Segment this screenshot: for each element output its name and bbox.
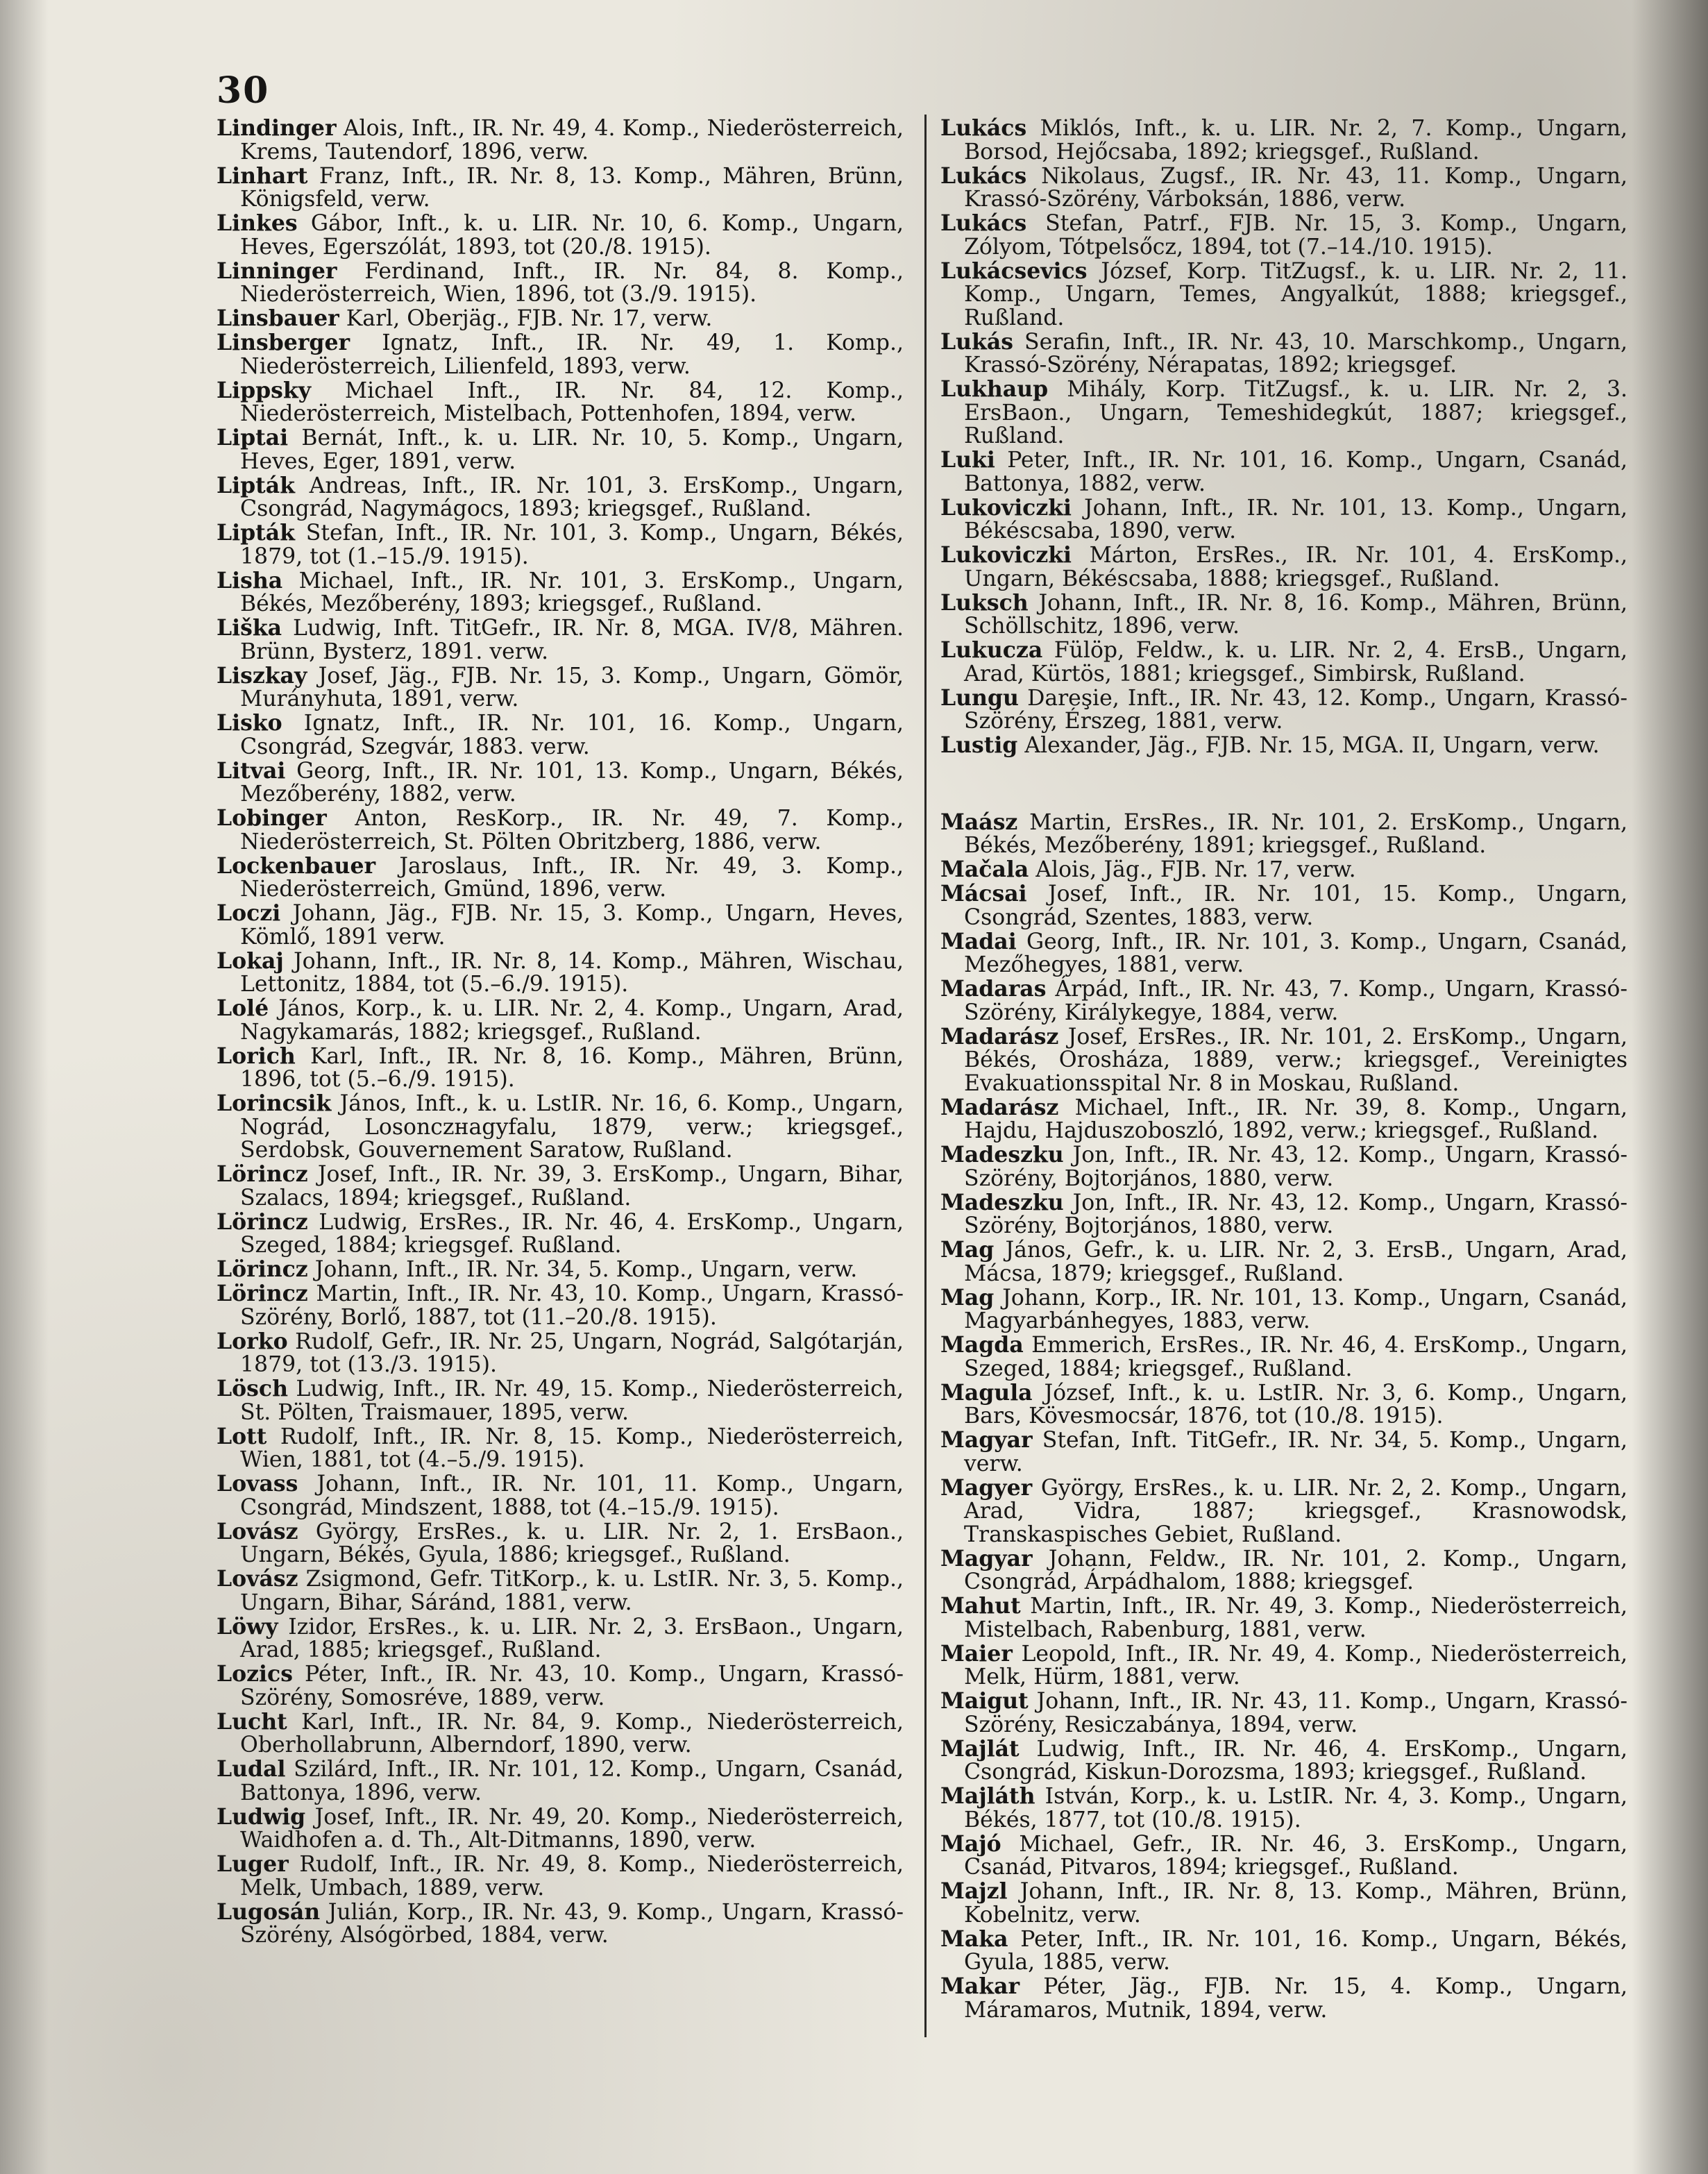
entry-surname: Madeszku [940,1142,1064,1168]
entry-details: Julián, Korp., IR. Nr. 43, 9. Komp., Ungarn, Krassó-Szörény, Alsógörbed, 1884, verw. [240,1899,904,1948]
entry-details: Mihály, Korp. TitZugsf., k. u. LIR. Nr. 2, 3. ErsBaon., Ungarn, Temeshidegkút, 1887; kriegsgef., Rußland. [964,377,1628,448]
entry-surname: Lukács [940,210,1027,236]
entry-surname: Majláth [940,1783,1035,1809]
list-entry [940,1476,1627,1547]
entry-details: Johann, Inft., IR. Nr. 34, 5. Komp., Ungarn, verw. [314,1257,858,1282]
entry-surname: Lukucza [940,637,1043,663]
list-entry [940,930,1627,977]
entry-details: Dareşie, Inft., IR. Nr. 43, 12. Komp., Ungarn, Krassó-Szörény, Érszeg, 1881, verw. [964,685,1627,734]
entry-surname: Lukoviczki [940,542,1072,568]
entry-details: József, Inft., k. u. LstIR. Nr. 3, 6. Komp., Ungarn, Bars, Kövesmocsár, 1876, tot (10./8. 1915). [964,1380,1627,1429]
entry-surname: Madaras [940,976,1047,1002]
entry-details: Ludwig, Inft., IR. Nr. 46, 4. ErsKomp., Ungarn, Csongrád, Kiskun-Dorozsma, 1893; kriegsgef., Rußland. [964,1736,1628,1785]
list-entry [217,1163,904,1210]
entry-details: Leopold, Inft., IR. Nr. 49, 4. Komp., Niederösterreich, Melk, Hürm, 1881, verw. [964,1641,1628,1690]
entry-surname: Magyar [940,1427,1033,1453]
entry-surname: Loczi [217,900,281,926]
entry-details: Márton, ErsRes., IR. Nr. 101, 4. ErsKomp., Ungarn, Békéscsaba, 1888; kriegsgef., Rußland. [964,543,1628,591]
entry-surname: Makar [940,1973,1020,1999]
entry-details: János, Inft., k. u. LstIR. Nr. 16, 6. Komp., Ungarn, Nográd, Losonczнagyfalu, 1879, verw.; kriegsgef., Serdobsk, Gouvernement Saratow, Rußland. [240,1091,904,1163]
list-entry [940,1928,1627,1975]
scan-shadow-left [0,0,49,2174]
entry-surname: Mahut [940,1593,1021,1619]
entry-details: Georg, Inft., IR. Nr. 101, 3. Komp., Ungarn, Csanád, Mezőhegyes, 1881, verw. [964,929,1628,977]
entry-surname: Lisha [217,567,283,593]
entry-details: Martin, Inft., IR. Nr. 43, 10. Komp., Ungarn, Krassó-Szörény, Borlő, 1887, tot (11.–20./8. 1915). [240,1281,904,1330]
entry-details: Josef, ErsRes., IR. Nr. 101, 2. ErsKomp., Ungarn, Békés, Orosháza, 1889, verw.; kriegsgef., Vereinigtes Evakuationsspital Nr. 8 in Moskau, Rußland. [964,1024,1627,1096]
entry-surname: Mag [940,1284,995,1311]
entry-details: Izidor, ErsRes., k. u. LIR. Nr. 2, 3. ErsBaon., Ungarn, Arad, 1885; kriegsgef., Rußland. [240,1614,904,1662]
list-entry [940,1381,1627,1429]
entry-surname: Lungu [940,684,1019,711]
list-entry [217,1092,904,1163]
entry-details: Michael Inft., IR. Nr. 84, 12. Komp., Niederösterreich, Mistelbach, Pottenhofen, 1894, verw. [240,378,904,426]
entry-surname: Lörincz [217,1208,308,1235]
entry-surname: Ludal [217,1756,286,1782]
list-entry [217,1330,904,1377]
entry-details: Andreas, Inft., IR. Nr. 101, 3. ErsKomp., Ungarn, Csongrád, Nagymágocs, 1893; kriegsgef., Rußland. [240,473,904,521]
entry-surname: Mácsai [940,881,1027,907]
list-entry [940,1429,1627,1476]
entry-surname: Maász [940,809,1018,835]
entry-surname: Madarász [940,1023,1059,1050]
list-entry [940,1191,1627,1238]
list-entry [940,858,1627,882]
list-entry [940,544,1627,591]
entry-details: Josef, Inft., IR. Nr. 49, 20. Komp., Niederösterreich, Waidhofen a. d. Th., Alt-Ditmanns, 1890, verw. [240,1804,904,1853]
list-entry [217,616,904,664]
list-entry [940,1594,1627,1642]
list-entry [217,1208,904,1258]
entry-details: Serafin, Inft., IR. Nr. 43, 10. Marschkomp., Ungarn, Krassó-Szörény, Nérapatas, 1892; kriegsgef. [964,329,1627,378]
entry-details: Karl, Inft., IR. Nr. 8, 16. Komp., Mähren, Brünn, 1896, tot (5.–6./9. 1915). [240,1043,904,1092]
entry-surname: Lolé [217,995,269,1021]
list-entry [940,686,1627,734]
entry-surname: Majó [940,1830,1001,1857]
left-column [217,117,904,1948]
list-entry [217,1045,904,1092]
list-entry [217,1567,904,1615]
entry-details: Miklós, Inft., k. u. LIR. Nr. 2, 7. Komp., Ungarn, Borsod, Hejőcsaba, 1892; kriegsgef., Rußland. [964,116,1628,165]
entry-details: Josef, Jäg., FJB. Nr. 15, 3. Komp., Ungarn, Gömör, Murányhuta, 1891, verw. [240,663,904,711]
entry-surname: Lozics [217,1661,293,1687]
list-entry [217,1377,904,1424]
list-entry [940,1690,1627,1737]
entry-details: Michael, Inft., IR. Nr. 101, 3. ErsKomp., Ungarn, Békés, Mezőberény, 1893; kriegsgef., Rußland. [240,568,904,616]
entry-surname: Magda [940,1332,1024,1358]
entry-surname: Linsbauer [217,305,339,331]
entry-surname: Maier [940,1640,1013,1667]
list-entry [217,1282,904,1329]
list-entry [940,212,1627,259]
list-entry [940,496,1627,544]
list-entry [217,1662,904,1710]
entry-surname: Lipták [217,520,295,546]
list-entry [217,212,904,259]
list-entry [217,1898,904,1948]
entry-details: Johann, Inft., IR. Nr. 43, 11. Komp., Ungarn, Krassó-Szörény, Resiczabánya, 1894, verw. [964,1689,1627,1737]
entry-details: Georg, Inft., IR. Nr. 101, 13. Komp., Ungarn, Békés, Mezőberény, 1882, verw. [240,758,904,807]
list-entry [940,1832,1627,1880]
entry-surname: Liszkay [217,662,307,689]
list-entry [217,331,904,378]
entry-details: Gábor, Inft., k. u. LIR. Nr. 10, 6. Komp., Ungarn, Heves, Egerszólát, 1893, tot (20./8. 1915). [240,211,904,260]
entry-surname: Linsberger [217,330,350,355]
list-entry [217,569,904,616]
entry-details: Bernát, Inft., k. u. LIR. Nr. 10, 5. Komp., Ungarn, Heves, Eger, 1891, verw. [240,425,904,474]
entry-surname: Lorko [217,1328,288,1354]
column-divider [924,115,927,2037]
entry-surname: Lugosán [217,1898,321,1925]
entry-surname: Madarász [940,1094,1059,1120]
entry-surname: Luki [940,447,995,473]
entry-surname: Lukoviczki [940,494,1072,521]
entry-surname: Lobinger [217,805,327,831]
entry-surname: Lisko [217,710,282,736]
entry-details: György, ErsRes., k. u. LIR. Nr. 2, 2. Komp., Ungarn, Arad, Vidra, 1887; kriegsgef., Krasnowodsk, Transkaspisches Gebiet, Rußland. [964,1475,1627,1547]
entry-surname: Linkes [217,210,298,236]
entry-surname: Lucht [217,1708,287,1735]
entry-surname: Lörincz [217,1161,308,1187]
list-entry [217,474,904,521]
list-entry [217,1805,904,1853]
entry-details: Franz, Inft., IR. Nr. 8, 13. Komp., Mähren, Brünn, Königsfeld, verw. [240,163,904,212]
list-entry [217,711,904,759]
entry-surname: Lukács [940,115,1027,141]
entry-details: Peter, Inft., IR. Nr. 101, 16. Komp., Ungarn, Békés, Gyula, 1885, verw. [964,1926,1627,1975]
entry-surname: Lukácsevics [940,258,1088,284]
entry-details: Peter, Inft., IR. Nr. 101, 16. Komp., Ungarn, Csanád, Battonya, 1882, verw. [964,448,1627,496]
list-entry [940,1642,1627,1690]
entry-surname: Majlát [940,1735,1020,1762]
entry-details: Karl, Inft., IR. Nr. 84, 9. Komp., Niederösterreich, Oberhollabrunn, Alberndorf, 1890, verw. [240,1709,904,1758]
entry-details: Rudolf, Gefr., IR. Nr. 25, Ungarn, Nográd, Salgótarján, 1879, tot (13./3. 1915). [240,1329,904,1377]
entry-surname: Lovass [217,1471,298,1497]
entry-surname: Lorincsik [217,1090,332,1116]
list-entry [940,882,1627,929]
list-entry [217,260,904,307]
list-entry [217,426,904,473]
entry-surname: Lustig [940,732,1018,758]
list-entry [217,902,904,949]
entry-surname: Lovász [217,1566,298,1592]
list-entry [940,1096,1627,1143]
entry-surname: Liptai [217,425,289,450]
entry-details: Jon, Inft., IR. Nr. 43, 12. Komp., Ungarn, Krassó-Szörény, Bojtorjános, 1880, verw. [964,1143,1628,1191]
entry-surname: Linhart [217,162,308,189]
entry-details: Johann, Jäg., FJB. Nr. 15, 3. Komp., Ungarn, Heves, Kömlő, 1891 verw. [240,901,904,950]
right-column-m-entries [940,811,1627,2023]
entry-surname: Lockenbauer [217,852,376,879]
entry-surname: Lindinger [217,115,337,141]
entry-details: Alois, Jäg., FJB. Nr. 17, verw. [1035,857,1356,882]
entry-surname: Lovász [217,1518,298,1544]
entry-surname: Lörincz [217,1256,308,1282]
entry-details: Nikolaus, Zugsf., IR. Nr. 43, 11. Komp., Ungarn, Krassó-Szörény, Várboksán, 1886, verw. [964,163,1627,212]
entry-details: Rudolf, Inft., IR. Nr. 49, 8. Komp., Niederösterreich, Melk, Umbach, 1889, verw. [240,1852,904,1901]
list-entry [940,1785,1627,1832]
list-entry [940,1547,1627,1594]
entry-details: Stefan, Inft. TitGefr., IR. Nr. 34, 5. Komp., Ungarn, verw. [964,1428,1627,1476]
entry-details: Rudolf, Inft., IR. Nr. 8, 15. Komp., Niederösterreich, Wien, 1881, tot (4.–5./9. 1915). [240,1424,904,1472]
entry-surname: Linninger [217,258,337,284]
list-entry [940,977,1627,1025]
list-entry [217,947,904,997]
entry-surname: Magula [940,1379,1033,1406]
entry-surname: Lokaj [217,947,284,974]
entry-details: Árpád, Inft., IR. Nr. 43, 7. Komp., Ungarn, Krassó-Szörény, Királykegye, 1884, verw. [964,977,1627,1025]
list-entry [217,117,904,164]
entry-surname: Liška [217,615,282,641]
entry-details: Johann, Feldw., IR. Nr. 101, 2. Komp., Ungarn, Csongrád, Árpádhalom, 1888; kriegsgef. [964,1546,1627,1594]
list-entry [940,378,1627,448]
entry-details: Josef, Inft., IR. Nr. 101, 15. Komp., Ungarn, Csongrád, Szentes, 1883, verw. [964,882,1627,930]
list-entry [217,997,904,1044]
entry-surname: Lösch [217,1376,288,1401]
list-entry [217,1258,904,1282]
list-entry [217,307,904,331]
entry-details: Stefan, Patrf., FJB. Nr. 15, 3. Komp., Ungarn, Zólyom, Tótpelsőcz, 1894, tot (7.–14./10. 1915). [964,211,1627,260]
scan-shadow-right [1632,0,1708,2174]
list-entry [217,807,904,854]
page-number: 30 [217,69,270,112]
entry-details: Ignatz, Inft., IR. Nr. 101, 16. Komp., Ungarn, Csongrád, Szegvár, 1883. verw. [240,711,904,759]
entry-details: János, Korp., k. u. LIR. Nr. 2, 4. Komp., Ungarn, Arad, Nagykamarás, 1882; kriegsgef., Rußland. [240,996,904,1045]
list-entry [940,330,1627,378]
entry-details: Jon, Inft., IR. Nr. 43, 12. Komp., Ungarn, Krassó-Szörény, Bojtorjános, 1880, verw. [964,1190,1628,1238]
list-entry [217,1615,904,1662]
list-entry [217,1758,904,1805]
right-column [940,117,1627,2023]
entry-surname: Maka [940,1926,1008,1952]
entry-details: Johann, Inft., IR. Nr. 8, 16. Komp., Mähren, Brünn, Schöllschitz, 1896, verw. [964,590,1627,639]
entry-details: József, Korp. TitZugsf., k. u. LIR. Nr. 2, 11. Komp., Ungarn, Temes, Angyalkút, 1888; kriegsgef., Rußland. [964,258,1627,330]
list-entry [217,1520,904,1567]
entry-details: Zsigmond, Gefr. TitKorp., k. u. LstIR. Nr. 3, 5. Komp., Ungarn, Bihar, Sáránd, 1881, verw. [240,1567,904,1615]
list-entry [217,1472,904,1519]
entry-details: Johann, Inft., IR. Nr. 8, 13. Komp., Mähren, Brünn, Kobelnitz, verw. [964,1879,1627,1928]
entry-details: Johann, Inft., IR. Nr. 8, 14. Komp., Mähren, Wischau, Lettonitz, 1884, tot (5.–6./9. 1915). [240,948,904,997]
entry-details: Alexander, Jäg., FJB. Nr. 15, MGA. II, Ungarn, verw. [1024,733,1600,758]
list-entry [217,1710,904,1758]
list-entry [940,1286,1627,1333]
entry-details: Anton, ResKorp., IR. Nr. 49, 7. Komp., Niederösterreich, St. Pölten Obritzberg, 1886, verw. [240,806,904,854]
entry-surname: Lukhaup [940,376,1049,402]
entry-details: János, Gefr., k. u. LIR. Nr. 2, 3. ErsB., Ungarn, Arad, Mácsa, 1879; kriegsgef., Rußland. [964,1238,1627,1286]
entry-surname: Majzl [940,1878,1008,1904]
right-column-l-entries [940,117,1627,758]
entry-surname: Lukács [940,162,1027,189]
entry-surname: Lott [217,1423,267,1449]
entry-surname: Luger [217,1851,289,1877]
entry-details: Jaroslaus, Inft., IR. Nr. 49, 3. Komp., Niederösterreich, Gmünd, 1896, verw. [240,853,904,902]
entry-details: Johann, Inft., IR. Nr. 101, 13. Komp., Ungarn, Békéscsaba, 1890, verw. [964,495,1627,544]
entry-details: Michael, Gefr., IR. Nr. 46, 3. ErsKomp., Ungarn, Csanád, Pitvaros, 1894; kriegsgef., Rußland. [964,1831,1628,1880]
entry-details: György, ErsRes., k. u. LIR. Nr. 2, 1. ErsBaon., Ungarn, Békés, Gyula, 1886; kriegsgef., Rußland. [240,1519,904,1567]
list-entry [940,811,1627,858]
entry-surname: Lukás [940,328,1014,355]
list-entry [940,1143,1627,1190]
list-entry [217,1425,904,1472]
list-entry [940,1238,1627,1286]
entry-surname: Lipták [217,472,295,498]
entry-details: Josef, Inft., IR. Nr. 39, 3. ErsKomp., Ungarn, Bihar, Szalacs, 1894; kriegsgef., Rußland. [240,1162,904,1211]
entry-surname: Löwy [217,1613,278,1640]
list-entry [940,734,1627,758]
entry-details: István, Korp., k. u. LstIR. Nr. 4, 3. Komp., Ungarn, Békés, 1877, tot (10./8. 1915). [964,1784,1628,1832]
entry-details: Martin, ErsRes., IR. Nr. 101, 2. ErsKomp., Ungarn, Békés, Mezőberény, 1891; kriegsgef., Rußland. [964,809,1627,858]
entry-details: Alois, Inft., IR. Nr. 49, 4. Komp., Niederösterreich, Krems, Tautendorf, 1896, verw. [240,116,904,165]
entry-surname: Mačala [940,857,1029,882]
entry-surname: Luksch [940,589,1029,616]
entry-details: Johann, Korp., IR. Nr. 101, 13. Komp., Ungarn, Csanád, Magyarbánhegyes, 1883, verw. [964,1285,1628,1333]
entry-surname: Lippsky [217,377,312,403]
entry-details: Martin, Inft., IR. Nr. 49, 3. Komp., Niederösterreich, Mistelbach, Rabenburg, 1881, verw. [964,1594,1627,1642]
list-entry [940,117,1627,164]
list-entry [940,162,1627,212]
entry-details: Ignatz, Inft., IR. Nr. 49, 1. Komp., Niederösterreich, Lilienfeld, 1893, verw. [240,330,904,379]
entry-surname: Magyar [940,1545,1033,1571]
entry-surname: Lörincz [217,1281,308,1306]
entry-surname: Maigut [940,1688,1029,1714]
entry-details: Michael, Inft., IR. Nr. 39, 8. Komp., Ungarn, Hajdu, Hajduszoboszló, 1892, verw.; kriegsgef., Rußland. [964,1095,1627,1143]
entry-details: Szilárd, Inft., IR. Nr. 101, 12. Komp., Ungarn, Csanád, Battonya, 1896, verw. [240,1757,904,1805]
list-entry [217,1853,904,1900]
entry-details: Péter, Jäg., FJB. Nr. 15, 4. Komp., Ungarn, Máramaros, Mutnik, 1894, verw. [964,1974,1627,2023]
entry-surname: Ludwig [217,1803,306,1830]
list-entry [940,448,1627,496]
entry-details: Johann, Inft., IR. Nr. 101, 11. Komp., Ungarn, Csongrád, Mindszent, 1888, tot (4.–15./9. 1915). [240,1472,904,1520]
list-entry [940,1737,1627,1785]
entry-details: Ludwig, Inft., IR. Nr. 49, 15. Komp., Niederösterreich, St. Pölten, Traismauer, 1895, verw. [240,1376,904,1425]
entry-details: Fülöp, Feldw., k. u. LIR. Nr. 2, 4. ErsB., Ungarn, Arad, Kürtös, 1881; kriegsgef., Simbirsk, Rußland. [964,638,1627,686]
list-entry [940,1025,1627,1096]
list-entry [217,521,904,568]
entry-details: Karl, Oberjäg., FJB. Nr. 17, verw. [346,306,713,331]
list-entry [940,591,1627,639]
list-entry [940,1975,1627,2022]
entry-surname: Lorich [217,1043,296,1069]
list-entry [217,379,904,426]
entry-surname: Mag [940,1237,995,1263]
entry-surname: Magyer [940,1474,1033,1501]
entry-surname: Madai [940,928,1017,954]
list-entry [217,854,904,902]
list-entry [940,1333,1627,1381]
entry-details: Péter, Inft., IR. Nr. 43, 10. Komp., Ungarn, Krassó-Szörény, Somosréve, 1889, verw. [240,1662,904,1710]
entry-details: Ludwig, ErsRes., IR. Nr. 46, 4. ErsKomp., Ungarn, Szeged, 1884; kriegsgef. Rußland. [240,1209,904,1258]
list-entry [940,260,1627,330]
list-entry [940,639,1627,686]
entry-surname: Litvai [217,757,286,784]
entry-details: Ferdinand, Inft., IR. Nr. 84, 8. Komp., Niederösterreich, Wien, 1896, tot (3./9. 1915). [240,258,904,307]
entry-surname: Madeszku [940,1189,1064,1215]
entry-details: Stefan, Inft., IR. Nr. 101, 3. Komp., Ungarn, Békés, 1879, tot (1.–15./9. 1915). [240,521,904,569]
list-entry [217,759,904,807]
list-entry [940,1880,1627,1927]
entry-details: Ludwig, Inft. TitGefr., IR. Nr. 8, MGA. IV/8, Mähren. Brünn, Bysterz, 1891. verw. [240,616,904,664]
list-entry [217,664,904,711]
list-entry [217,162,904,212]
entry-details: Emmerich, ErsRes., IR. Nr. 46, 4. ErsKomp., Ungarn, Szeged, 1884; kriegsgef., Rußland. [964,1333,1627,1381]
